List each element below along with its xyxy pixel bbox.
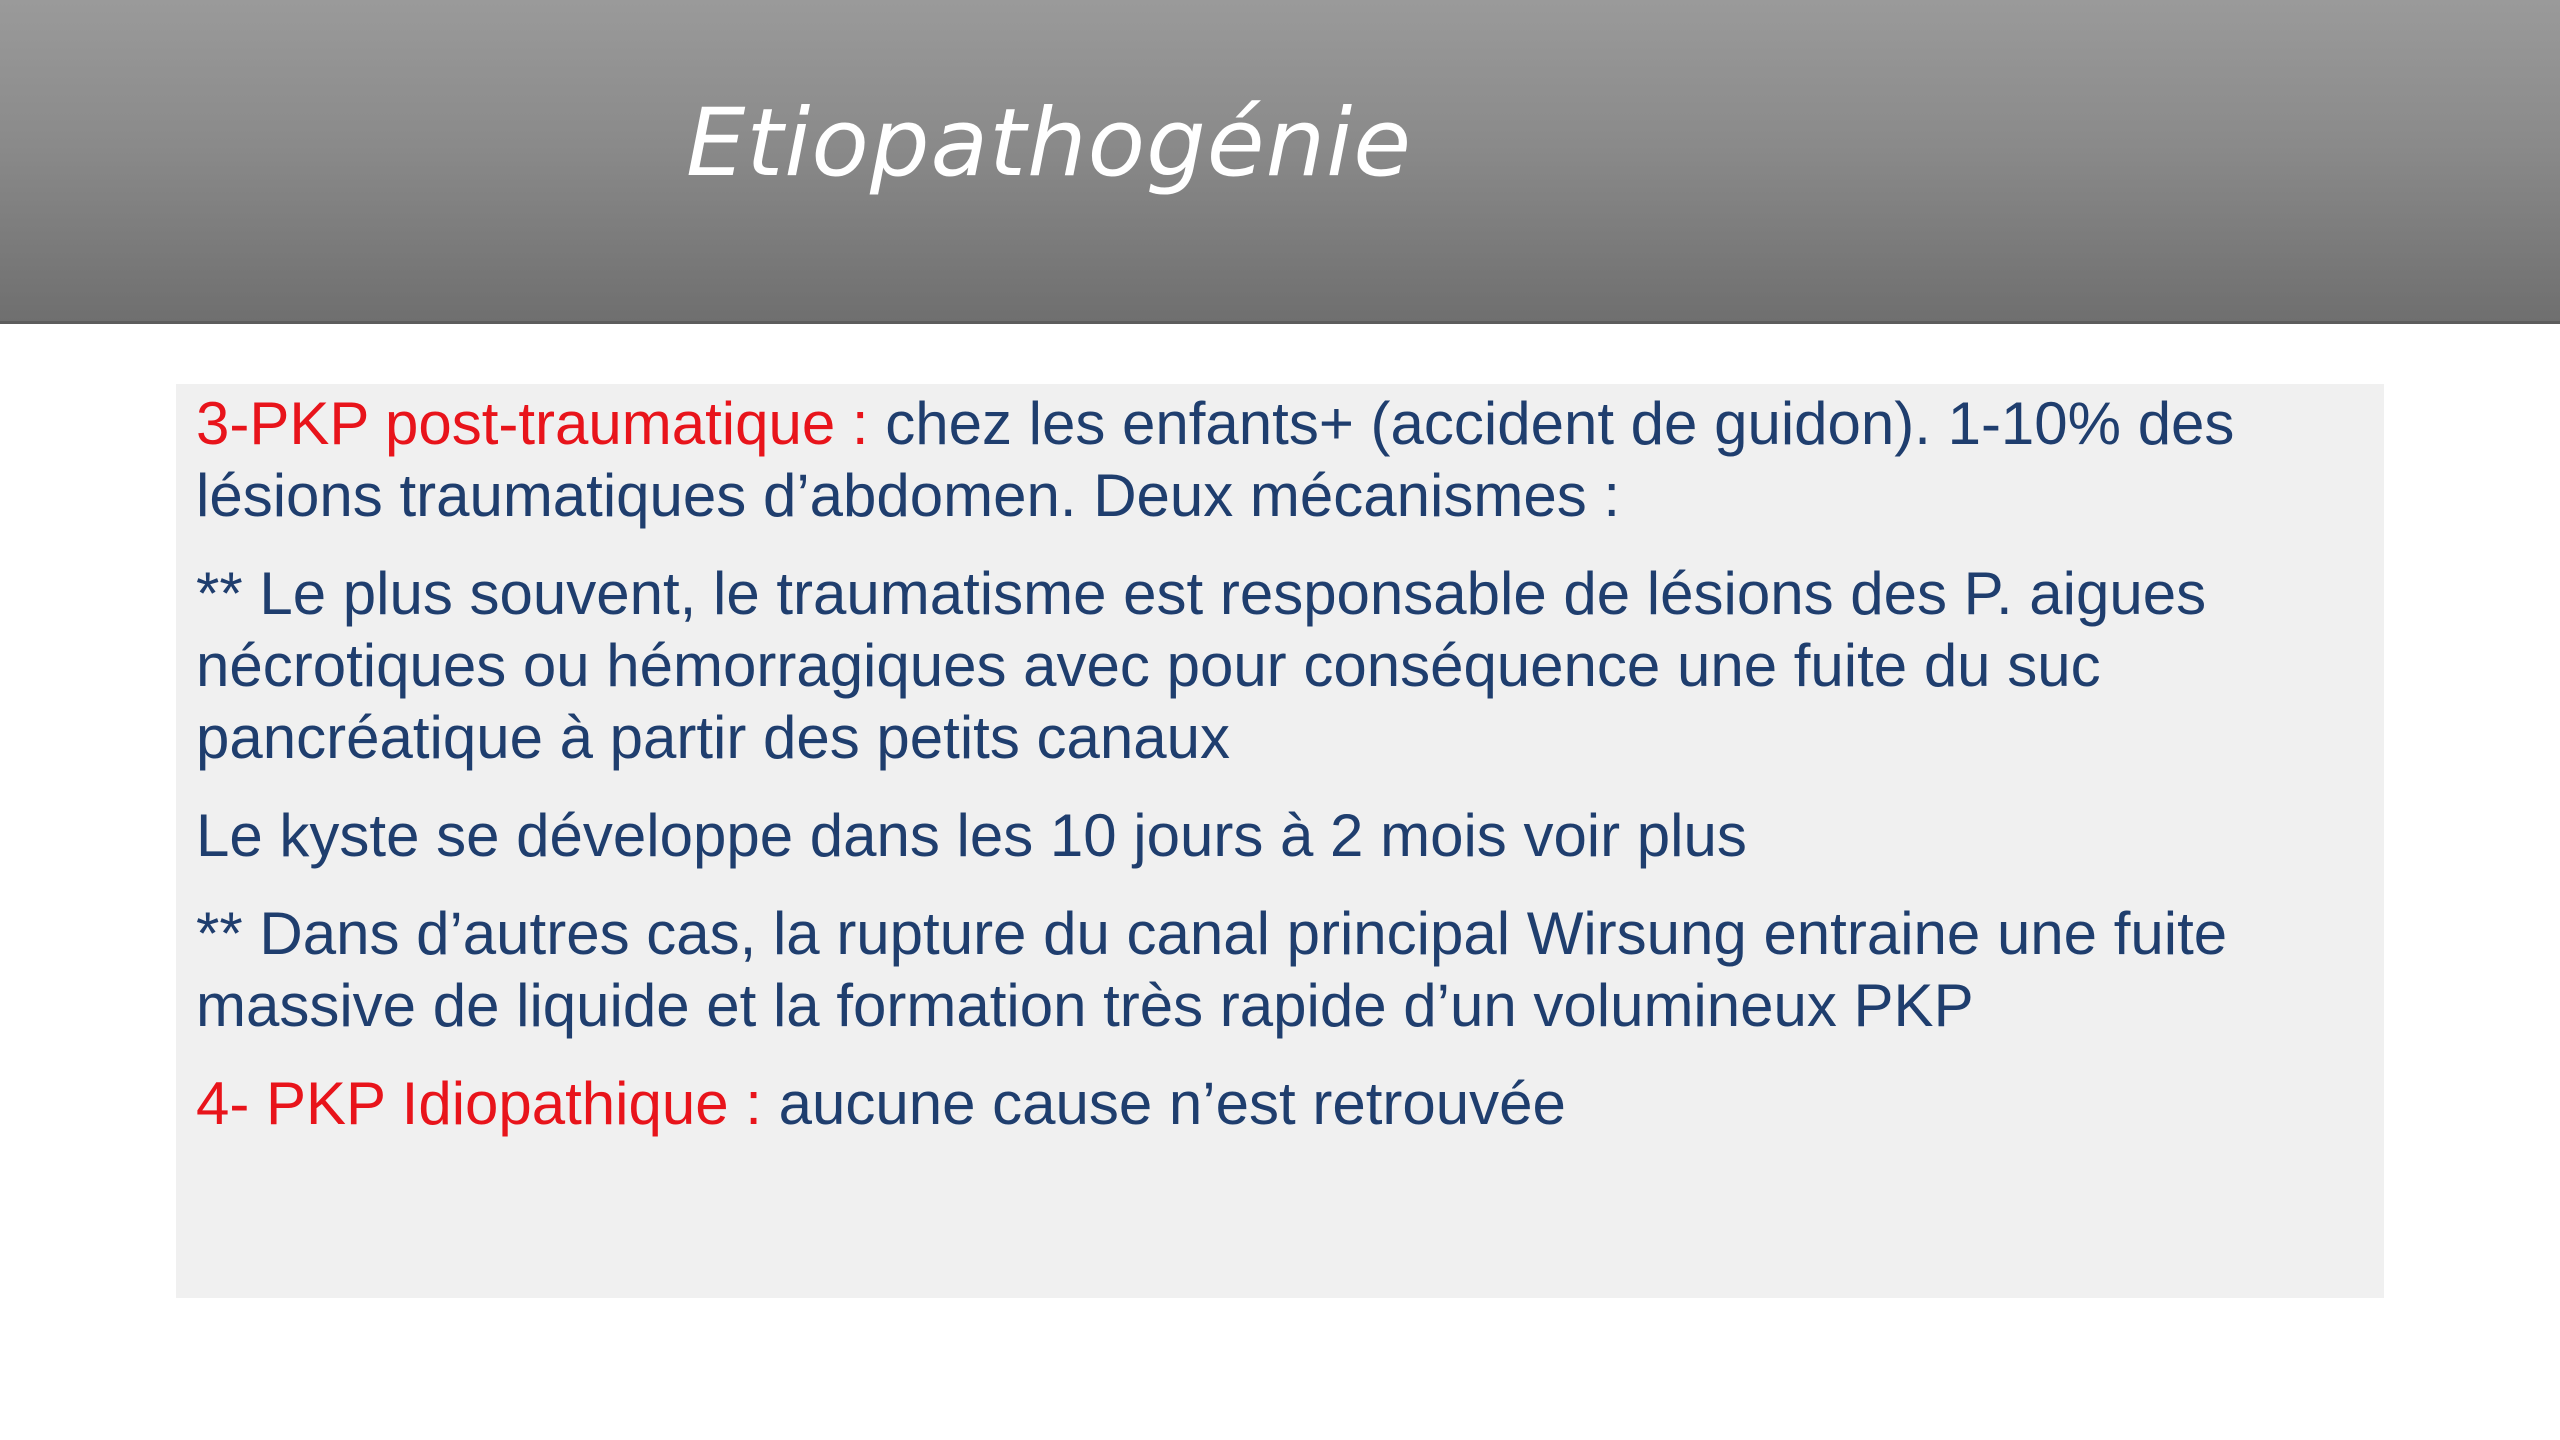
- paragraph-post-traumatic: [196, 388, 2362, 532]
- idiopathic-heading: 4- PKP Idiopathique :: [196, 1070, 779, 1137]
- paragraph-mechanism-2: ** Dans d’autres cas, la rupture du canal principal Wirsung entraine une fuite massive de liquide et la formation très rapide d’un volumineux PKP: [196, 900, 2228, 1039]
- slide-title: Etiopathogénie: [686, 89, 1413, 198]
- idiopathic-text: aucune cause n’est retrouvée: [778, 1070, 1566, 1137]
- paragraph-cyst-development: Le kyste se développe dans les 10 jours à 2 mois voir plus: [196, 802, 1747, 869]
- paragraph-mechanism-1: ** Le plus souvent, le traumatisme est responsable de lésions des P. aigues nécrotiques ou hémorragiques avec pour conséquence une fuite du suc pancréatique à partir des petits canaux: [196, 560, 2207, 771]
- post-traumatic-heading: 3-PKP post-traumatique :: [196, 390, 886, 457]
- paragraph-idiopathic: [196, 1068, 2362, 1140]
- post-traumatic-text: chez les enfants+ (accident de guidon). 1-10% des lésions traumatiques d’abdomen. Deux mécanismes :: [196, 390, 2235, 529]
- title-bar: [0, 0, 2560, 324]
- content-box: [176, 384, 2384, 1298]
